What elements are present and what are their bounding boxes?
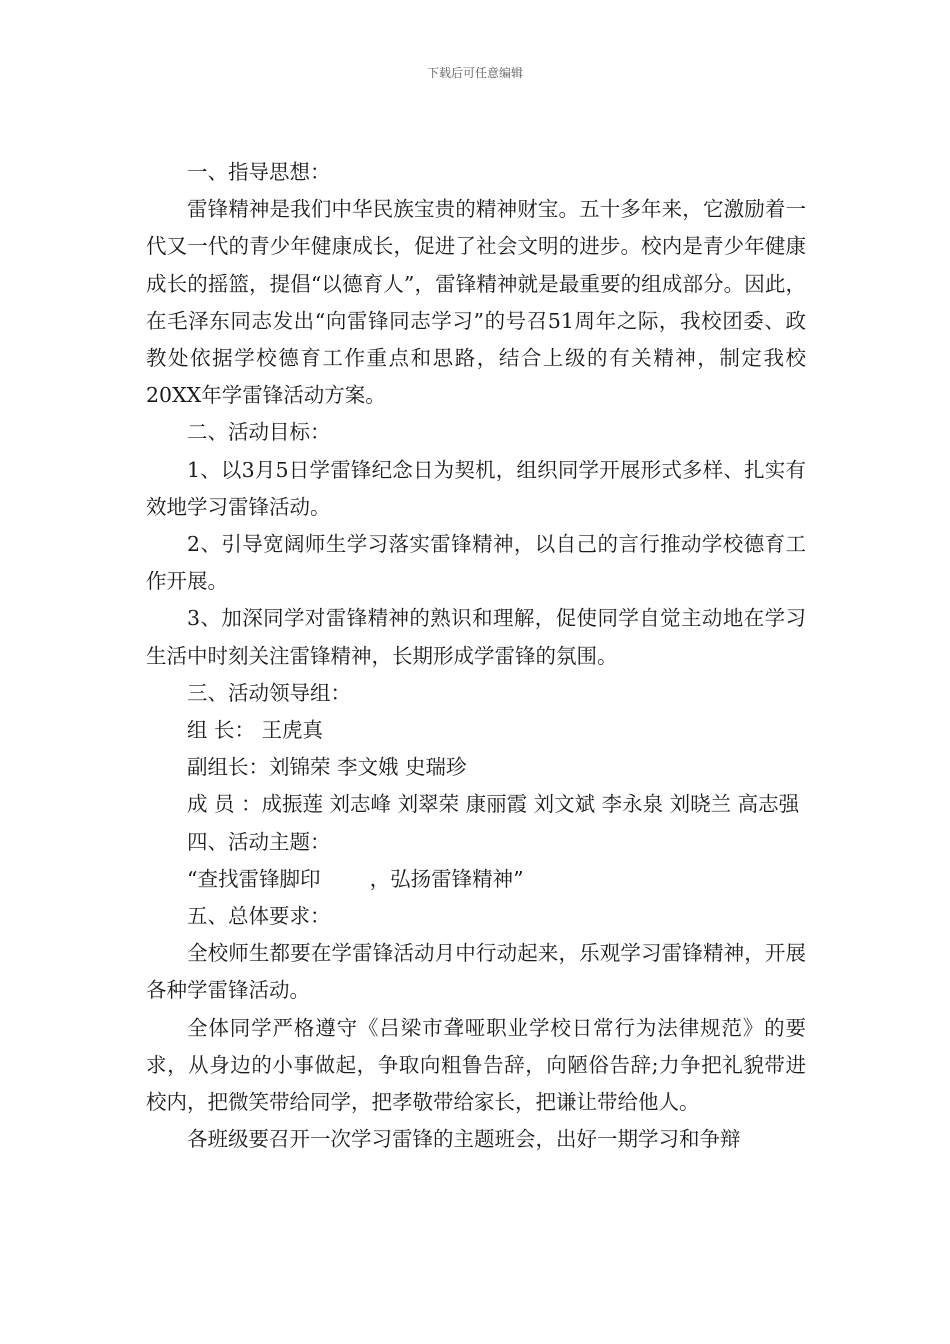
section-heading-leadership-group: 三、活动领导组： <box>187 680 351 705</box>
goal-item-1: 1、以3月5日学雷锋纪念日为契机，组织同学开展形式多样、扎实有效地学习雷锋活动。 <box>146 457 806 519</box>
requirements-paragraph-1: 全校师生都要在学雷锋活动月中行动起来，乐观学习雷锋精神，开展各种学雷锋活动。 <box>146 941 806 1003</box>
requirements-paragraph-2: 全体同学严格遵守《吕梁市聋哑职业学校日常行为法律规范》的要求，从身边的小事做起，争取向粗鲁告辞，向陋俗告辞;力争把礼貌带进校内，把微笑带给同学，把孝敬带给家长，把谦让带给他人。 <box>146 1015 806 1115</box>
activity-theme-part-2: ，弘扬雷锋精神” <box>369 866 524 891</box>
section-heading-guiding-ideology: 一、指导思想： <box>187 160 331 184</box>
guiding-ideology-paragraph: 雷锋精神是我们中华民族宝贵的精神财宝。五十多年来，它激励着一代又一代的青少年健康成长，促进了社会文明的进步。校内是青少年健康成长的摇篮，提倡“以德育人”，雷锋精神就是最重要的组成部分。因此，在毛泽东同志发出“向雷锋同志学习”的号召51周年之际，我校团委、政教处依据学校德育工作重点和思路，结合上级的有关精神，制定我校20XX年学雷锋活动方案。 <box>146 197 806 408</box>
group-members: 成 员 ：成振莲 刘志峰 刘翠荣 康丽霞 刘文斌 李永泉 刘晓兰 高志强 <box>187 792 800 817</box>
activity-theme-part-1: “查找雷锋脚印 <box>187 866 321 891</box>
activity-theme <box>146 861 806 898</box>
section-heading-activity-goals: 二、活动目标： <box>187 420 331 445</box>
group-deputy-leaders: 副组长：刘锦荣 李文娥 史瑞珍 <box>187 755 467 780</box>
requirements-paragraph-3: 各班级要召开一次学习雷锋的主题班会，出好一期学习和争辩 <box>187 1127 741 1152</box>
page-header: 下载后可任意编辑 <box>426 66 523 80</box>
section-heading-activity-theme: 四、活动主题： <box>187 829 331 854</box>
goal-item-2: 2、引导宽阔师生学习落实雷锋精神，以自己的言行推动学校德育工作开展。 <box>146 532 806 594</box>
group-leader: 组 长： 王虎真 <box>187 718 324 743</box>
goal-item-3: 3、加深同学对雷锋精神的熟识和理解，促使同学自觉主动地在学习生活中时刻关注雷锋精神，长期形成学雷锋的氛围。 <box>146 606 806 668</box>
document-body <box>146 154 806 1158</box>
section-heading-overall-requirements: 五、总体要求： <box>187 904 331 929</box>
